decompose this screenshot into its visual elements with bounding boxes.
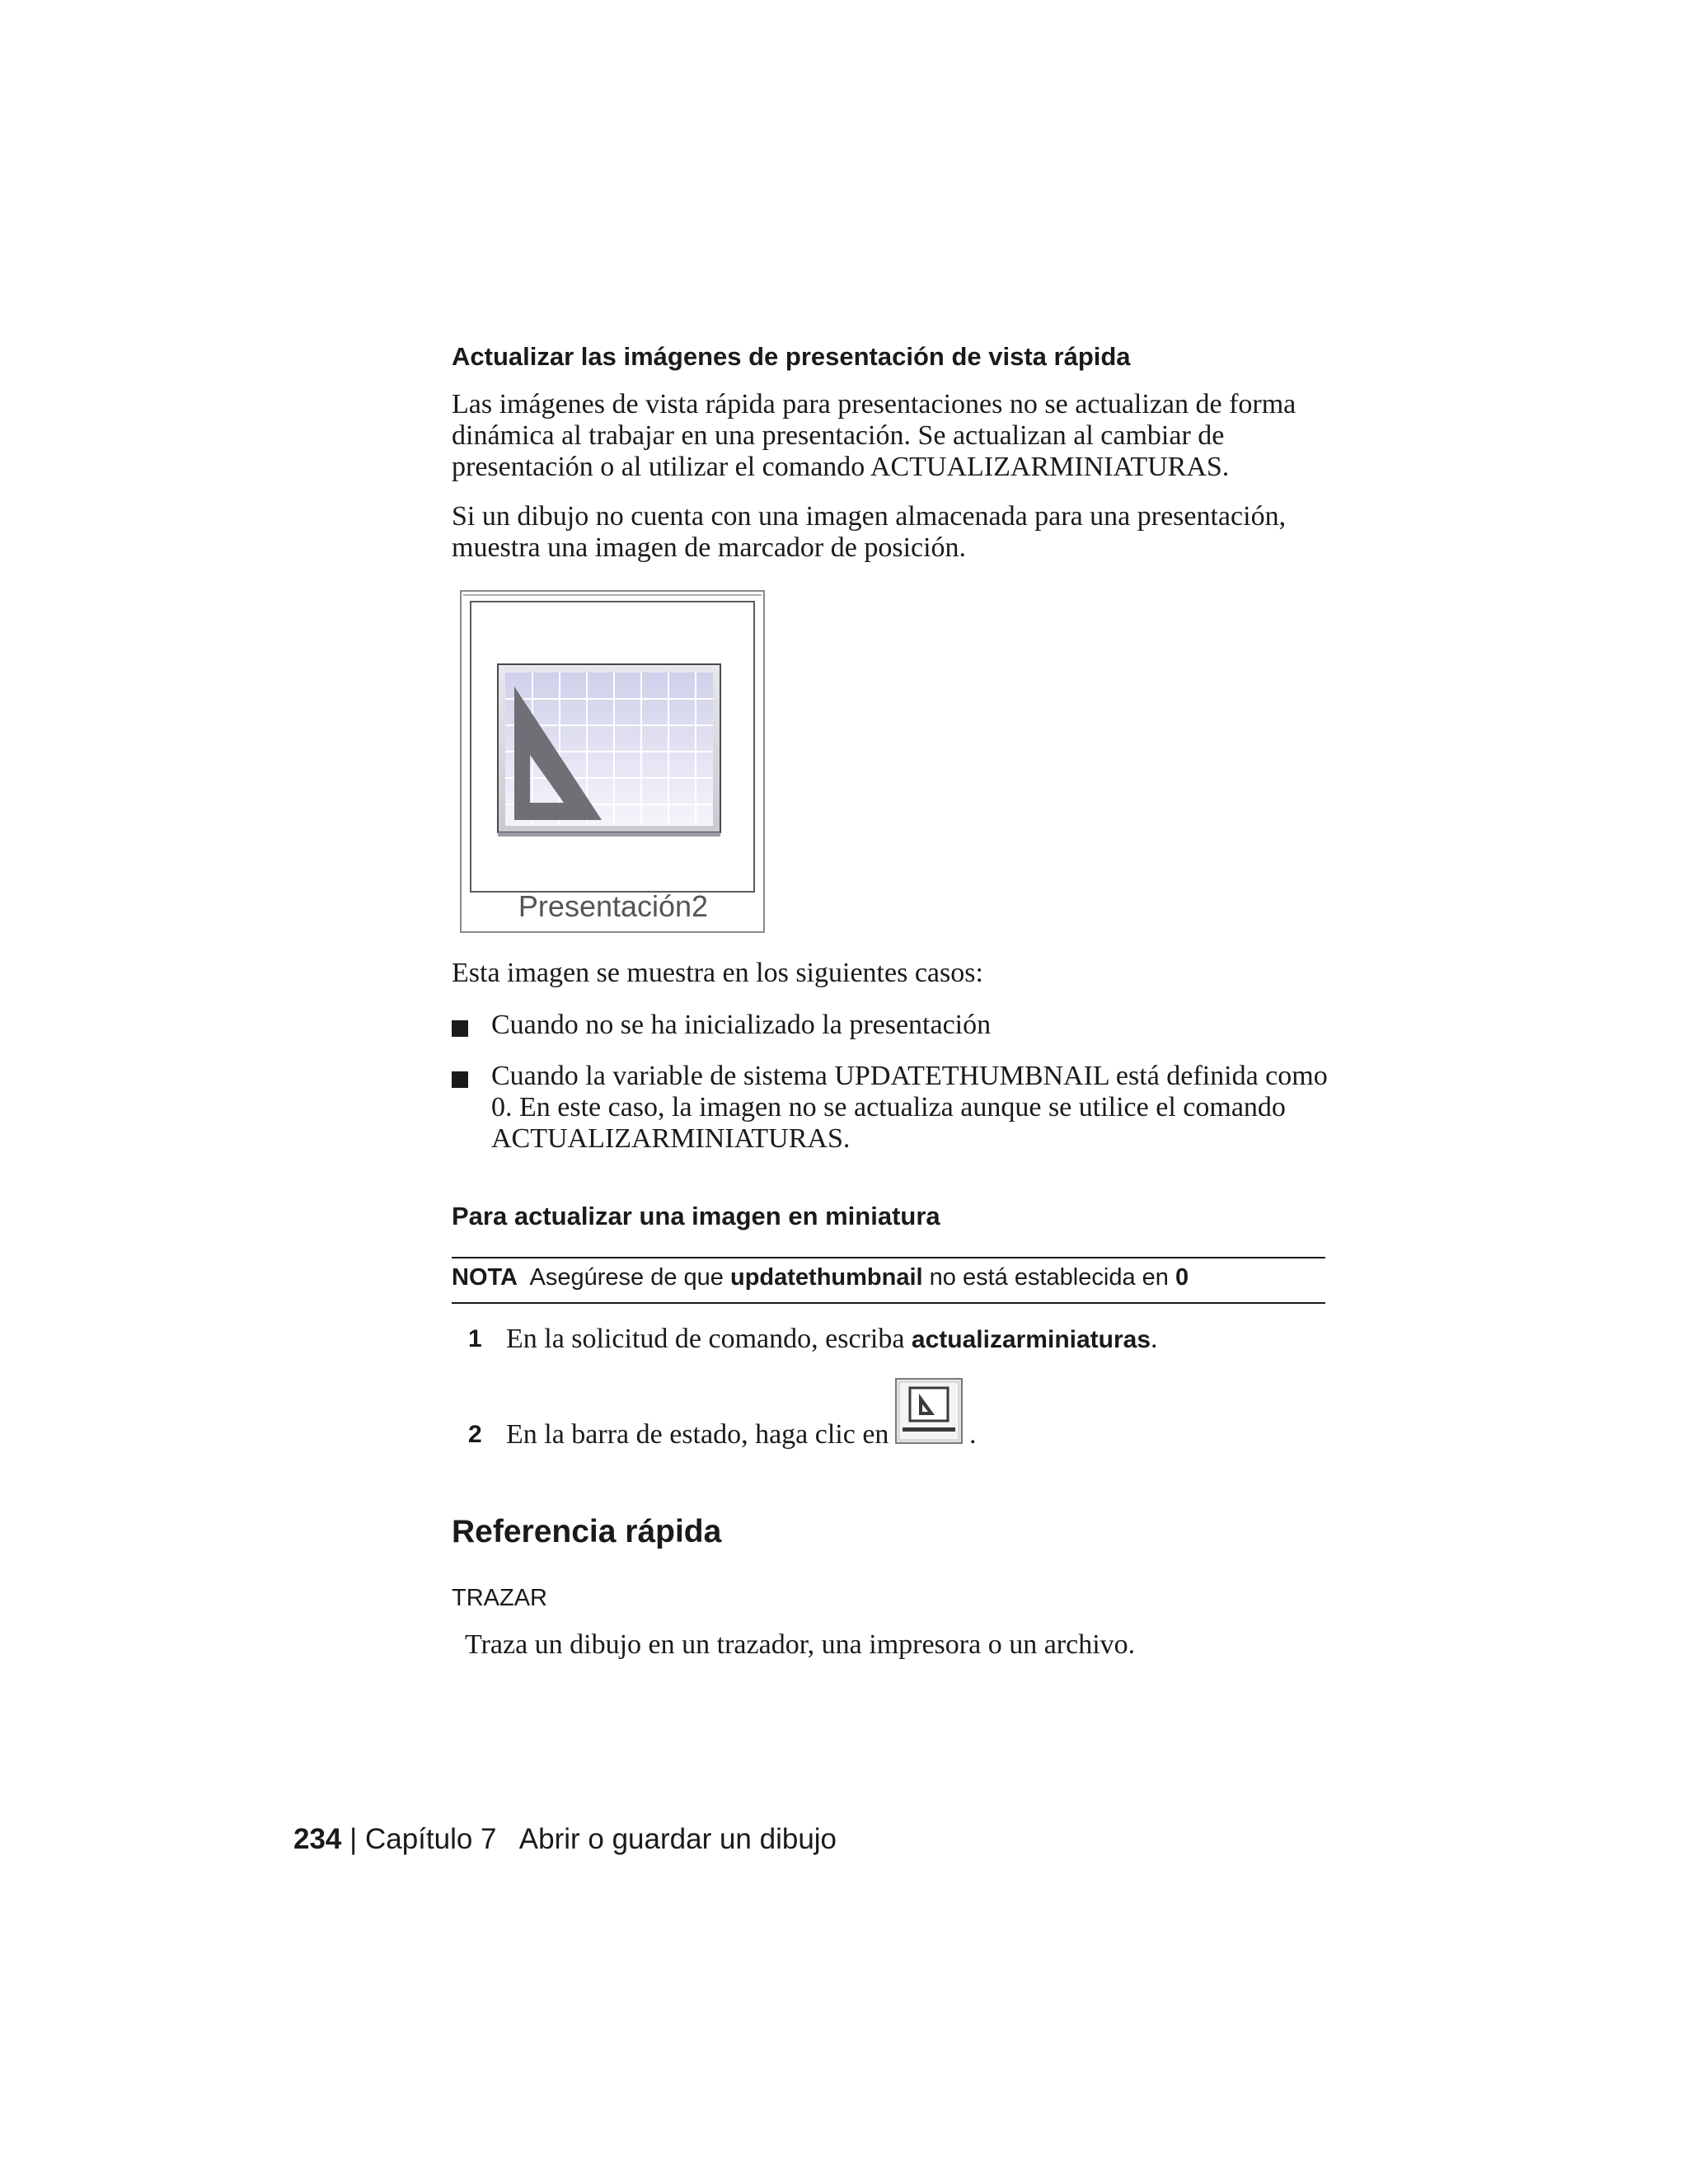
step-number: 1 [468, 1325, 482, 1352]
section-heading: Actualizar las imágenes de presentación de vista rápida [452, 342, 1131, 371]
note-rule-bottom [452, 1302, 1325, 1304]
step-end: . [969, 1419, 977, 1450]
step-text [506, 1324, 1158, 1356]
note-label: NOTA [452, 1264, 518, 1291]
chapter-label: Capítulo 7 [364, 1823, 497, 1855]
paragraph-line: muestra una imagen de marcador de posición. [452, 532, 967, 563]
step-command: actualizarminiaturas [911, 1326, 1151, 1353]
paragraph-line: Si un dibujo no cuenta con una imagen almacenada para una presentación, [452, 501, 1287, 532]
thumbnail-caption: Presentación2 [518, 889, 709, 923]
page-footer [293, 1821, 837, 1858]
footer-separator: | [349, 1823, 358, 1855]
cases-intro: Esta imagen se muestra en los siguientes casos: [452, 958, 983, 988]
step-instruction: En la solicitud de comando, escriba [506, 1324, 905, 1354]
paragraph-quick-view-update [452, 389, 1342, 483]
paragraph-line: dinámica al trabajar en una presentación. Se actualizan al cambiar de [452, 420, 1225, 451]
bullet-item [491, 1061, 1340, 1155]
quick-reference-heading: Referencia rápida [452, 1514, 722, 1549]
procedure-heading: Para actualizar una imagen en miniatura [452, 1202, 940, 1230]
command-description: Traza un dibujo en un trazador, una impresora o un archivo. [465, 1629, 1136, 1660]
note-variable: updatethumbnail [730, 1264, 923, 1291]
quick-view-layouts-icon [895, 1378, 963, 1444]
bullet-line: 0. En este caso, la imagen no se actualiza aunque se utilice el comando [491, 1092, 1286, 1122]
bullet-square-icon [452, 1071, 468, 1088]
note-text: Asegúrese de que [529, 1264, 724, 1291]
bullet-line: Cuando la variable de sistema UPDATETHUMBNAIL está definida como [491, 1061, 1328, 1091]
paragraph-line: Las imágenes de vista rápida para presentaciones no se actualizan de forma [452, 389, 1296, 419]
step-text: En la barra de estado, haga clic en [506, 1419, 889, 1450]
note [452, 1261, 1189, 1294]
bullet-square-icon [452, 1020, 468, 1037]
bullet-line: ACTUALIZARMINIATURAS. [491, 1123, 851, 1154]
chapter-title: Abrir o guardar un dibujo [518, 1823, 837, 1855]
paragraph-placeholder-image [452, 501, 1342, 564]
note-text: no está establecida en [929, 1264, 1169, 1291]
placeholder-thumbnail-graphic [460, 590, 767, 935]
note-value: 0 [1175, 1264, 1189, 1291]
layout-placeholder-thumbnail [460, 590, 767, 935]
page-number: 234 [293, 1823, 342, 1855]
paragraph-line: presentación o al utilizar el comando ACTUALIZARMINIATURAS. [452, 452, 1230, 482]
step-end: . [1151, 1324, 1158, 1354]
step-number: 2 [468, 1421, 482, 1448]
note-rule-top [452, 1257, 1325, 1258]
bullet-item: Cuando no se ha inicializado la presentación [491, 1010, 992, 1040]
command-name: TRAZAR [452, 1585, 547, 1611]
